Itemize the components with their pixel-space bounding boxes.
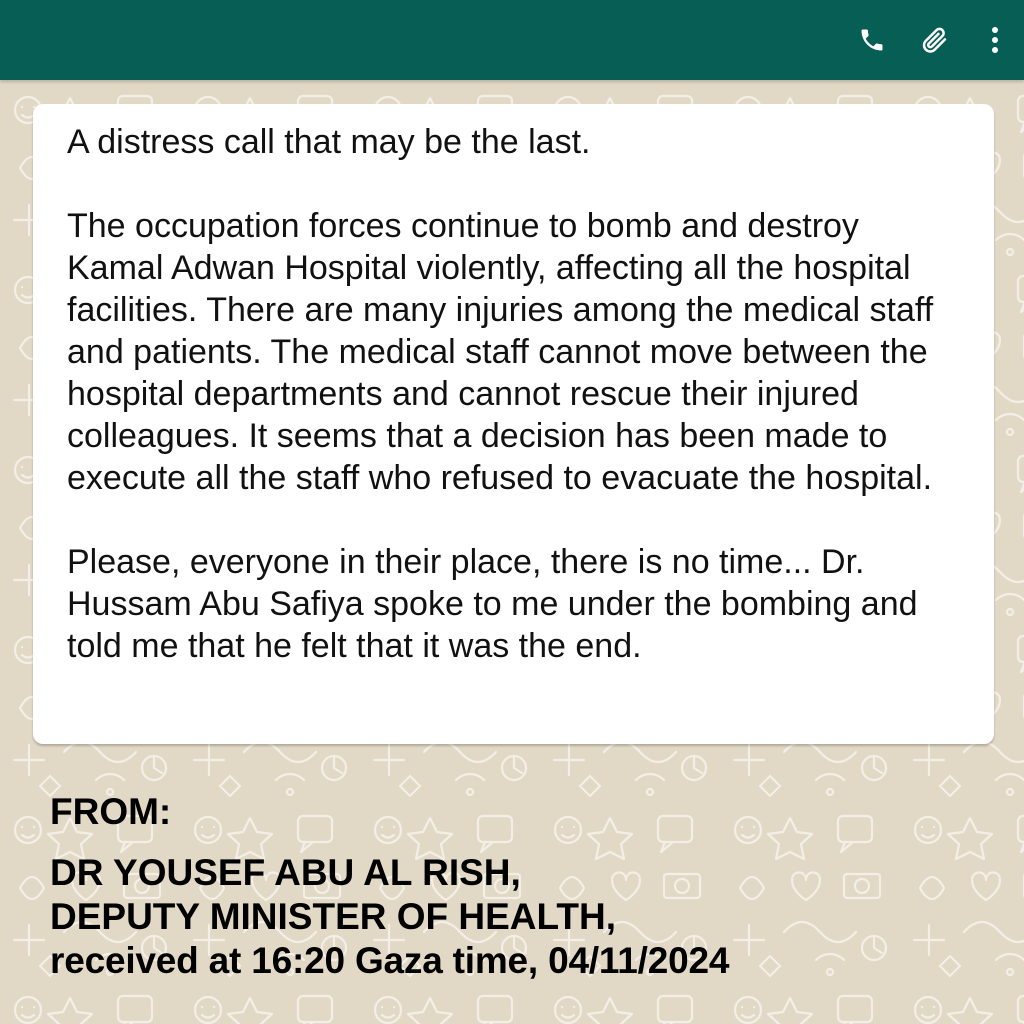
message-bubble[interactable] <box>33 104 994 744</box>
message-paragraph: The occupation forces continue to bomb and destroy Kamal Adwan Hospital violently, affecting all the hospital facilities. There are many injuries among the medical staff and patients. The medical staff cannot move between the hospital departments and cannot rescue their injured colleagues. It seems that a decision has been made to execute all the staff who refused to evacuate the hospital. <box>67 207 943 497</box>
received-timestamp: received at 16:20 Gaza time, 04/11/2024 <box>50 940 730 981</box>
phone-call-icon[interactable] <box>854 22 890 58</box>
paperclip-attach-icon[interactable] <box>917 22 953 58</box>
sender-caption <box>50 790 990 983</box>
sender-name: DR YOUSEF ABU AL RISH, <box>50 852 521 893</box>
message-paragraph: A distress call that may be the last. <box>67 123 591 161</box>
more-vertical-icon[interactable] <box>977 22 1013 58</box>
from-label: FROM: <box>50 791 172 832</box>
message-paragraph: Please, everyone in their place, there is no time... Dr. Hussam Abu Safiya spoke to me under the bombing and told me that he felt that it was the end. <box>67 543 927 665</box>
chat-header-bar <box>0 0 1024 80</box>
sender-title: DEPUTY MINISTER OF HEALTH, <box>50 896 616 937</box>
